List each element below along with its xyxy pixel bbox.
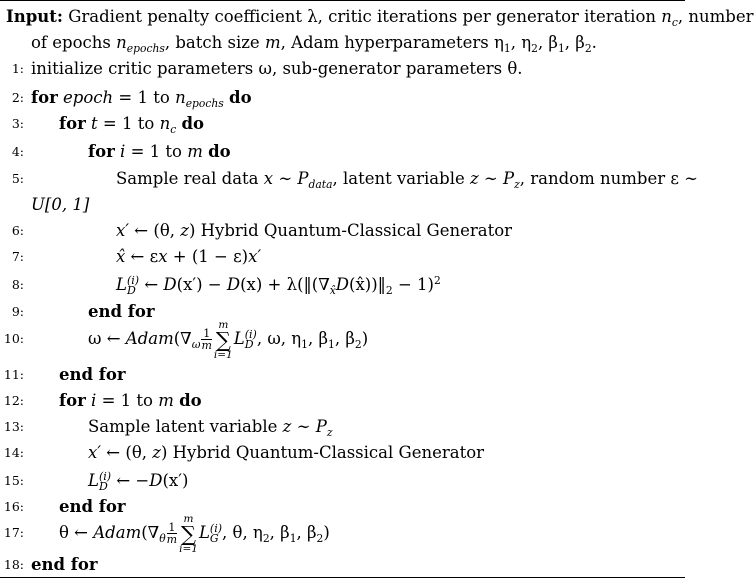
line-number: 1: (11, 61, 24, 76)
algo-line-6: 6: x′ ← (θ, z) Hybrid Quantum-Classical Generator (0, 218, 685, 244)
line-number: 17: (3, 525, 24, 540)
algo-line-5: 5: Sample real data x ∼ $P_{data}$, latent variable z ∼ $P_z$, random number ε ∼ (0, 166, 685, 192)
summation: m ∑ i=1 (213, 318, 233, 361)
line-number: 5: (11, 171, 24, 186)
algo-line-8: 8: L (i) D ← $D(x') - D(x) + \lambda(‖(\nabla_{x̂}D(x̂))‖_2 - 1)^2$ (0, 272, 685, 298)
algo-line-16: 16: end for (0, 494, 685, 520)
line-number: 8: (11, 277, 24, 292)
algo-line-14: 14: x′ ← (θ, z) Hybrid Quantum-Classical Generator (0, 440, 685, 466)
algo-line-18: 18: end for (0, 552, 685, 578)
line-number: 15: (3, 473, 24, 488)
input-label: Input: (6, 7, 63, 26)
fraction: $\frac{1}{m}$ (201, 327, 212, 352)
algo-line-7: 7: x̂ ← εx + (1 − ε)x′ (0, 244, 685, 270)
algo-line-13: 13: Sample latent variable z ∼ $P_z$ (0, 414, 685, 440)
line-number: 14: (3, 445, 24, 460)
algo-line-15: 15: L (i) D ← −D(x′) (0, 468, 685, 494)
line-number: 16: (3, 499, 24, 514)
line-number: 18: (3, 557, 24, 572)
algo-line-12: 12: for i = 1 to m do (0, 388, 685, 414)
algo-line-9: 9: end for (0, 299, 685, 325)
algo-line-1: 1: initialize critic parameters ω, sub-generator parameters θ. (0, 56, 685, 82)
line-number: 2: (11, 90, 24, 105)
line-number: 6: (11, 223, 24, 238)
line-number: 7: (11, 249, 24, 264)
input-line-2: of epochs $n_{epochs}$, batch size m, Adam hyperparameters $\eta_1$, $\eta_2$, $\beta_1$, $\beta_2$. (31, 33, 597, 55)
input-line-1: Input: Gradient penalty coefficient λ, critic iterations per generator iteration $n_c$, number (6, 7, 754, 29)
line-number: 12: (3, 393, 24, 408)
line-number: 9: (11, 304, 24, 319)
algo-line-4: 4: for i = 1 to m do (0, 139, 685, 165)
line-number: 4: (11, 144, 24, 159)
algo-line-11: 11: end for (0, 362, 685, 388)
algo-line-17: 17: θ ← $Adam(\nabla_\theta$ $\frac{1}{m}$ m ∑ i=1 L (i) G , θ, $\eta_2$, $\beta_1$, $\beta_2$) (0, 510, 685, 556)
fraction: $\frac{1}{m}$ (166, 521, 178, 546)
algo-line-10: 10: ω ← $Adam(\nabla_\omega$ $\frac{1}{m}$ m ∑ i=1 L (i) D , ω, $\eta_1$, $\beta_1$, $\beta_2$) (0, 316, 685, 362)
line-number: 11: (3, 367, 24, 382)
algo-line-5-cont: U[0, 1] (31, 195, 90, 214)
algo-line-2: 2: for epoch = 1 to $n_{epochs}$ do (0, 85, 685, 111)
summation: m ∑ i=1 (179, 512, 198, 555)
line-number: 10: (3, 331, 24, 346)
line-number: 3: (11, 116, 24, 131)
line-number: 13: (3, 419, 24, 434)
algo-line-3: 3: for t = 1 to $n_c$ do (0, 111, 685, 137)
